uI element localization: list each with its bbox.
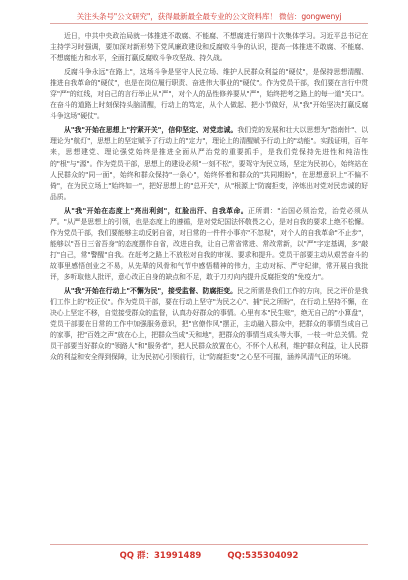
paragraph-intro xyxy=(50,31,368,64)
paragraph-attitude xyxy=(50,206,368,283)
paragraph-lead: 从"我"开始在思想上"拧紧开关"，信仰坚定、对党忠诚。 xyxy=(64,126,238,135)
footer-qq-group: QQ 群：31991489 xyxy=(119,551,202,561)
paragraph-text: 正所谓："治国必须治党，治党必须从严。"从严是思想上的引领，也是态度上的遵循，是对党纪国法怀敬畏之心，是对自我的要求上绝不松懈。作为党员干部，我们要能够主动反躬自省，对日常的一件件小事亦"不忽视"，对个人的自我革命"不止步"，能够以"吾日三省吾身"的态度摆作自省，改进自我，让自己常省常进、常改常新，以"严"字定基调，多"敲打"自己，常"警醒"自我。在赶考之路上不放松对自我的审视、要求和提升。党员干部要主动从艰苦奋斗的故事里感悟创业之不易，从先辈的风骨和气节中感悟精神的伟力，主动对标、严守纪律，常开展自我批评，多听取他人批评，意心改正自身的缺点和不足，敢于刀刃向内提升反腐拒变的"免疫力"。 xyxy=(50,206,368,281)
footer-qq-number: QQ:535304092 xyxy=(227,551,299,561)
footer xyxy=(50,544,368,567)
paragraph-lead: 从"我"开始在行动上"不懈为民"，接受监督、防腐拒变。 xyxy=(64,287,238,296)
paragraph-anti-corruption xyxy=(50,67,368,122)
paragraph-thought xyxy=(50,125,368,202)
document-body xyxy=(50,31,368,543)
paragraph-text: 我们党的发展和壮大以思想为"指南针"、以理论为"航灯"，思想上的坚定赋予了行动上的"定力"，理论上的清醒赋予行动上的"动能"。实践证明，百年来，思想建党、理论强党始终是推进全面从严治党的重要抓手，是我们党保持先进性和纯洁性的"根"与"源"。作为党员干部，思想上的建设必须"一刻不松"，要驾守为民立场，坚定为民初心，始终站在人民群众的"同一面"，始终和群众保持"一条心"，始终怀着和群众的"共同期盼"，在思想意识上"不偏不倚"，在为民立场上"始终如一"，把好思想上的"总开关"，从"根源上"防腐拒变，淬炼出对党对民忠诚的好品质。 xyxy=(50,126,368,201)
header-divider xyxy=(50,23,368,24)
paragraph-text: 近日，中共中央政治局就一体推进不敢腐、不能腐、不想腐进行第四十次集体学习。习近平总书记在主持学习时强调，要加深对新形势下党风廉政建设和反腐败斗争的认识，提高一体推进不敢腐、不能腐、不想腐能力和水平，全面打赢反腐败斗争攻坚战、持久战。 xyxy=(50,32,368,63)
paragraph-text: 民之所需是我们工作的方向，民之评价是我们工作上的"校正仪"。作为党员干部，要在行动上坚守"为民之心"、捕"民之所盼"，在行动上坚持不懈，在决心上坚定不移，自觉接受群众的监督，认真办好群众的事情。心里有本"民生账"，绝无自己的"小算盘"，党员干部要在日常的工作中加强服务意识，把"官僚作风"摆正，主动融入群众中，把群众的事情当成自己的家事，把"百姓之声"放在心上，把群众当成"天和地"，把群众的事情当成头等大事，一枝一叶总关情。党员干部要当好群众的"领路人"和"服务者"，把人民群众放置在心，不怀个人私利，维护群众利益，让人民群众的利益和安全得到保障，让为民初心引领前行，让"防腐拒变"之心坚不可摧，涵养风清气正的环境。 xyxy=(50,287,368,362)
paragraph-action xyxy=(50,286,368,363)
paragraph-lead: 从"我"开始在态度上"亮出利剑"，红脸出汗、自我革命。 xyxy=(64,206,249,215)
paragraph-text: 反腐斗争永远"在路上"，这场斗争是坚守人民立场、维护人民群众利益的"硬仗"，是保持思想清醒、推进自我革命的"硬仗"，也是在岗位履行职责、奋进伟大事业的"硬仗"。作为党员干部，我们要在言行中贯穿"严"的红线，对自己的言行举止从"严"，对个人的品性修养要从"严"，始终把考之路上的每一道"关口"。在奋斗的道路上时刻保持头脑清醒，行动上的笃定，从个人做起、把小节做好，从"我"开始坚决打赢反腐斗争这场"硬仗"。 xyxy=(50,68,368,121)
header-banner: 关注头条号"公文研究"，获得最新最全最专业的公文资料库！ 微信：gongwenyj xyxy=(76,12,342,21)
